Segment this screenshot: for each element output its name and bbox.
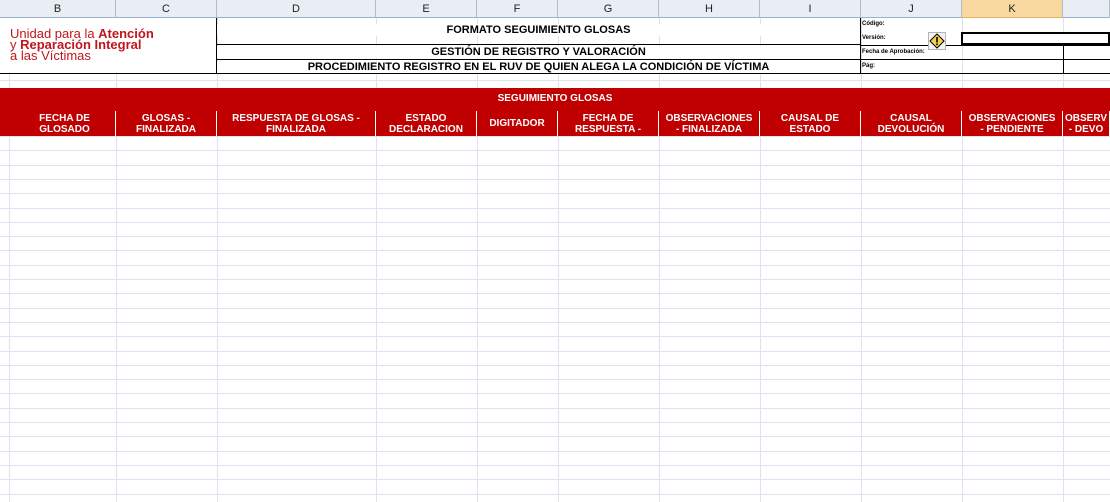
grid-row-line: [0, 179, 1110, 180]
grid-row-line: [0, 336, 1110, 337]
grid-row-line: [0, 279, 1110, 280]
grid-row-line: [0, 451, 1110, 452]
header-observaciones-pendiente[interactable]: OBSERVACIONES - PENDIENTE: [962, 111, 1063, 136]
meta-approval-date-label: Fecha de Aprobación:: [862, 49, 925, 55]
column-letter: I: [808, 2, 812, 15]
grid-row-line: [0, 351, 1110, 352]
grid-row-line: [0, 150, 1110, 151]
column-letter: G: [603, 2, 613, 15]
header-respuesta-glosas[interactable]: RESPUESTA DE GLOSAS - FINALIZADA: [217, 111, 376, 136]
grid-row-line: [0, 208, 1110, 209]
title-management: GESTIÓN DE REGISTRO Y VALORACIÓN: [217, 46, 860, 58]
column-header-b[interactable]: [0, 0, 116, 18]
title-format: FORMATO SEGUIMIENTO GLOSAS: [217, 24, 860, 36]
logo-text-bold: Reparación Integral: [20, 37, 142, 52]
column-letter: K: [1008, 2, 1016, 15]
grid-row-line: [0, 265, 1110, 266]
grid-row-line: [0, 136, 1110, 137]
grid-row-line: [0, 408, 1110, 409]
logo-text: Unidad para la: [10, 26, 99, 41]
column-letter: H: [705, 2, 713, 15]
border: [861, 45, 1110, 46]
title-procedure: PROCEDIMIENTO REGISTRO EN EL RUV DE QUIEN ALEGA LA CONDICIÓN DE VÍCTIMA: [217, 61, 860, 73]
meta-code-label: Código:: [862, 21, 885, 27]
column-header-j[interactable]: [861, 0, 962, 18]
grid-row-line: [0, 494, 1110, 495]
column-letter: F: [513, 2, 521, 15]
grid-row-line: [0, 436, 1110, 437]
column-header-d[interactable]: [217, 0, 376, 18]
column-header-g[interactable]: [558, 0, 659, 18]
warning-icon[interactable]: [928, 32, 946, 50]
grid-row-line: [0, 80, 1110, 81]
header-glosas-finalizada[interactable]: GLOSAS - FINALIZADA: [116, 111, 217, 136]
grid-row-line: [0, 479, 1110, 480]
column-header-k[interactable]: [962, 0, 1063, 18]
logo-text-bold: Atención: [98, 26, 154, 41]
border: [861, 59, 1110, 60]
border: [0, 73, 1110, 74]
grid-row-line: [0, 236, 1110, 237]
logo: [0, 18, 216, 72]
grid-row-line: [0, 365, 1110, 366]
grid-row-line: [0, 322, 1110, 323]
header-causal-estado[interactable]: CAUSAL DE ESTADO: [760, 111, 861, 136]
column-header-e[interactable]: [376, 0, 477, 18]
grid-row-line: [0, 165, 1110, 166]
column-header-c[interactable]: [116, 0, 217, 18]
header-digitador[interactable]: DIGITADOR: [477, 111, 558, 136]
header-observaciones-devolucion[interactable]: OBSERV - DEVO: [1063, 111, 1110, 136]
border: [216, 18, 217, 74]
header-estado-declaracion[interactable]: ESTADO DECLARACION: [376, 111, 477, 136]
border: [1063, 45, 1064, 73]
logo-text: a las Víctimas: [10, 48, 91, 63]
grid-row-line: [0, 222, 1110, 223]
grid-row-line: [0, 293, 1110, 294]
header-observaciones-finalizada[interactable]: OBSERVACIONES - FINALIZADA: [659, 111, 760, 136]
grid-row-line: [0, 250, 1110, 251]
grid-row-line: [0, 308, 1110, 309]
grid-row-line: [0, 393, 1110, 394]
meta-page-label: Pág:: [862, 63, 876, 69]
logo-text: y: [10, 37, 21, 52]
grid-row-line: [0, 465, 1110, 466]
column-header-l[interactable]: [1063, 0, 1110, 18]
meta-version-label: Versión:: [862, 35, 886, 41]
column-letter: J: [908, 2, 914, 15]
border: [216, 59, 861, 60]
grid-row-line: [0, 193, 1110, 194]
section-title: SEGUIMIENTO GLOSAS: [497, 93, 613, 104]
border: [216, 44, 861, 45]
border: [860, 18, 861, 74]
column-header-i[interactable]: [760, 0, 861, 18]
grid-row-line: [0, 422, 1110, 423]
header-causal-devolucion[interactable]: CAUSAL DEVOLUCIÓN: [861, 111, 962, 136]
column-letter: B: [53, 2, 62, 15]
active-cell[interactable]: [961, 32, 1110, 45]
column-header-f[interactable]: [477, 0, 558, 18]
header-fecha-respuesta[interactable]: FECHA DE RESPUESTA -: [558, 111, 659, 136]
header-fecha-glosado[interactable]: FECHA DE GLOSADO: [0, 111, 116, 136]
column-letter: E: [422, 2, 430, 15]
grid-row-line: [0, 379, 1110, 380]
column-letter: D: [292, 2, 300, 15]
column-header-h[interactable]: [659, 0, 760, 18]
column-letter: C: [162, 2, 170, 15]
